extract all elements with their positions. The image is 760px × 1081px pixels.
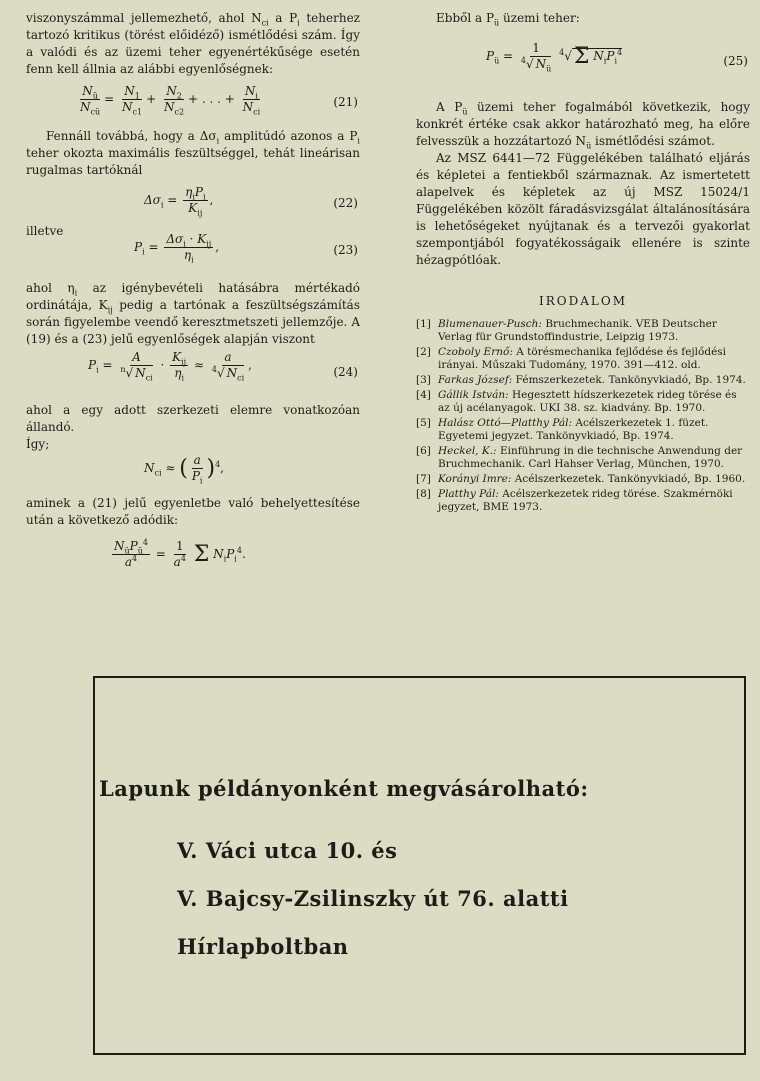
equation-23: $P_i$ = $\frac{\Delta\sigma_i \cdot K_{ij}}{\eta_i}$ , (23) — [134, 232, 358, 265]
right-paragraph-1: Ebből a $P_ü$ üzemi teher: — [436, 11, 580, 28]
reference-text: Acélszerkezetek. Tankönyvkiadó, Bp. 1960. — [514, 473, 746, 485]
left-paragraph-5: aminek a (21) jelű egyenletbe való behelyettesítése után a következő adódik: — [26, 496, 360, 527]
references-heading: IRODALOM — [539, 294, 627, 308]
reference-text: Einführung in die technische Anwendung der Bruchmechanik. Carl Hahser Verlag, München, 1970. — [438, 445, 743, 470]
equation-22: $\Delta\sigma_i$ = $\frac{\eta_iP_i}{K_{ij}}$ , (22) — [144, 185, 358, 218]
ad-line-2: V. Váci utca 10. és — [177, 838, 398, 863]
reference-item — [416, 488, 750, 514]
left-paragraph-3: ahol $\eta_i$ az igénybevételi hatásábra mértékadó ordinátája, $K_{ij}$ pedig a tartónak a feszültségszámítás során figyelembe veendő keresztmetszeti jellemzője. A (19) és a (23) jelű egyenlőségek alapján viszont — [26, 281, 360, 346]
reference-author: Platthy Pál: — [438, 488, 499, 500]
reference-number: [6] — [416, 445, 431, 457]
reference-number: [3] — [416, 374, 431, 386]
equation-24: $P_i$ = $\frac{A}{^n√ N_{ci}}$ · $\frac{K_{ij}}{\eta_i}$ ≈ $\frac{a}{^4√ N_{ci}}$ , (24) — [88, 350, 358, 383]
reference-item — [416, 374, 750, 387]
right-paragraph-2: A $P_ü$ üzemi teher fogalmából következik, hogy konkrét értéke csak akkor határozható meg, ha előre felvesszük a hozzátartozó $N_ü$ ismétlődési számot. — [416, 100, 750, 151]
equation-number: (22) — [333, 196, 358, 210]
ad-line-4: Hírlapboltban — [177, 934, 349, 959]
reference-author: Heckel, K.: — [438, 445, 497, 457]
reference-item — [416, 389, 750, 415]
reference-item — [416, 417, 750, 443]
left-paragraph-2: Fennáll továbbá, hogy a $\Delta\sigma_i$ amplitúdó azonos a $P_i$ teher okozta maximális feszültséggel, tehát lineárisan rugalmas tartóknál — [26, 129, 360, 177]
reference-text: Bruchmechanik. VEB Deutscher Verlag für Grundstoffindustrie, Leipzig 1973. — [438, 318, 717, 343]
reference-text: Acélszerkezetek rideg törése. Szakmérnöki jegyzet, BME 1973. — [438, 488, 733, 513]
reference-number: [2] — [416, 346, 431, 358]
reference-number: [8] — [416, 488, 431, 500]
left-paragraph-4: ahol a egy adott szerkezeti elemre vonatkozóan állandó. — [26, 403, 360, 434]
left-paragraph-1: viszonyszámmal jellemezhető, ahol $N_{ci}$ a $P_i$ teherhez tartozó kritikus (törést előidéző) ismétlődési szám. Így a valódi és az üzemi teher egyenértékűsége esetén fenn kell állnia az alábbi egyenlőségnek: — [26, 11, 360, 76]
reference-author: Farkas József: — [438, 374, 513, 386]
equation-sum: $\frac{N_üP_ü^4}{a^4}$ = $\frac{1}{a^4}$ Σ $N_iP_i^4$. — [114, 538, 246, 569]
reference-number: [5] — [416, 417, 431, 429]
advertisement-box — [93, 676, 746, 1055]
reference-author: Halász Ottó—Platthy Pál: — [438, 417, 573, 429]
reference-author: Gállik István: — [438, 389, 509, 401]
equation-21: $\frac{N_ü}{N_{cü}}$ = $\frac{N_1}{N_{c1}}$ + $\frac{N_2}{N_{c2}}$ + . . . + $\frac{N_i}{N_{ci}}$ (21) — [80, 84, 358, 117]
igy-text: Így; — [26, 437, 50, 451]
left-column — [26, 0, 360, 585]
ad-line-1: Lapunk példányonként megvásárolható: — [99, 776, 589, 801]
ad-line-3: V. Bajcsy-Zsilinszky út 76. alatti — [177, 886, 569, 911]
references-list — [416, 318, 750, 514]
reference-text: Acélszerkezetek 1. füzet. Egyetemi jegyzet. Tankönyvkiadó, Bp. 1974. — [438, 417, 709, 442]
reference-author: Korányi Imre: — [438, 473, 512, 485]
reference-number: [1] — [416, 318, 431, 330]
reference-number: [7] — [416, 473, 431, 485]
illetve-text: illetve — [26, 224, 64, 238]
equation-number: (24) — [333, 365, 358, 379]
reference-text: A törésmechanika fejlődése és fejlődési irányai. Műszaki Tudomány, 1970. 391—412. old. — [438, 346, 727, 371]
equation-nci: $N_{ci}$ ≈ ( $\frac{a}{P_i}$ )$^4$, — [144, 453, 224, 486]
reference-number: [4] — [416, 389, 431, 401]
reference-item — [416, 318, 750, 344]
reference-text: Fémszerkezetek. Tankönyvkiadó, Bp. 1974. — [515, 374, 746, 386]
equation-number: (21) — [333, 95, 358, 109]
reference-item — [416, 445, 750, 471]
reference-author: Czoboly Ernő: — [438, 346, 513, 358]
reference-item — [416, 346, 750, 372]
reference-text: Hegesztett hídszerkezetek rideg törése és az új acélanyagok. UKI 38. sz. kiadvány. Bp. 1970. — [438, 389, 737, 414]
right-column — [416, 0, 750, 516]
equation-25: $P_ü$ = $\frac{1}{^4√ N_ü}$ $^4$√Σ $N_iP_i^4$ (25) — [486, 41, 748, 74]
reference-item — [416, 473, 750, 486]
reference-author: Blumenauer-Pusch: — [438, 318, 542, 330]
right-paragraph-3: Az MSZ 6441—72 Függelékében található eljárás és képletei a fentiekből származnak. Az ismertetett alapelvek és képletek az új MSZ 15024/1 Függelékében közölt fáradásvizsgálat általánosítására is lehetőségeket nyújtanak és a tervezői gyakorlat szempontjából fogyatékosságaik ellenére is szinte hézagpótlóak. — [416, 151, 750, 267]
equation-number: (25) — [723, 54, 748, 68]
equation-number: (23) — [333, 243, 358, 257]
